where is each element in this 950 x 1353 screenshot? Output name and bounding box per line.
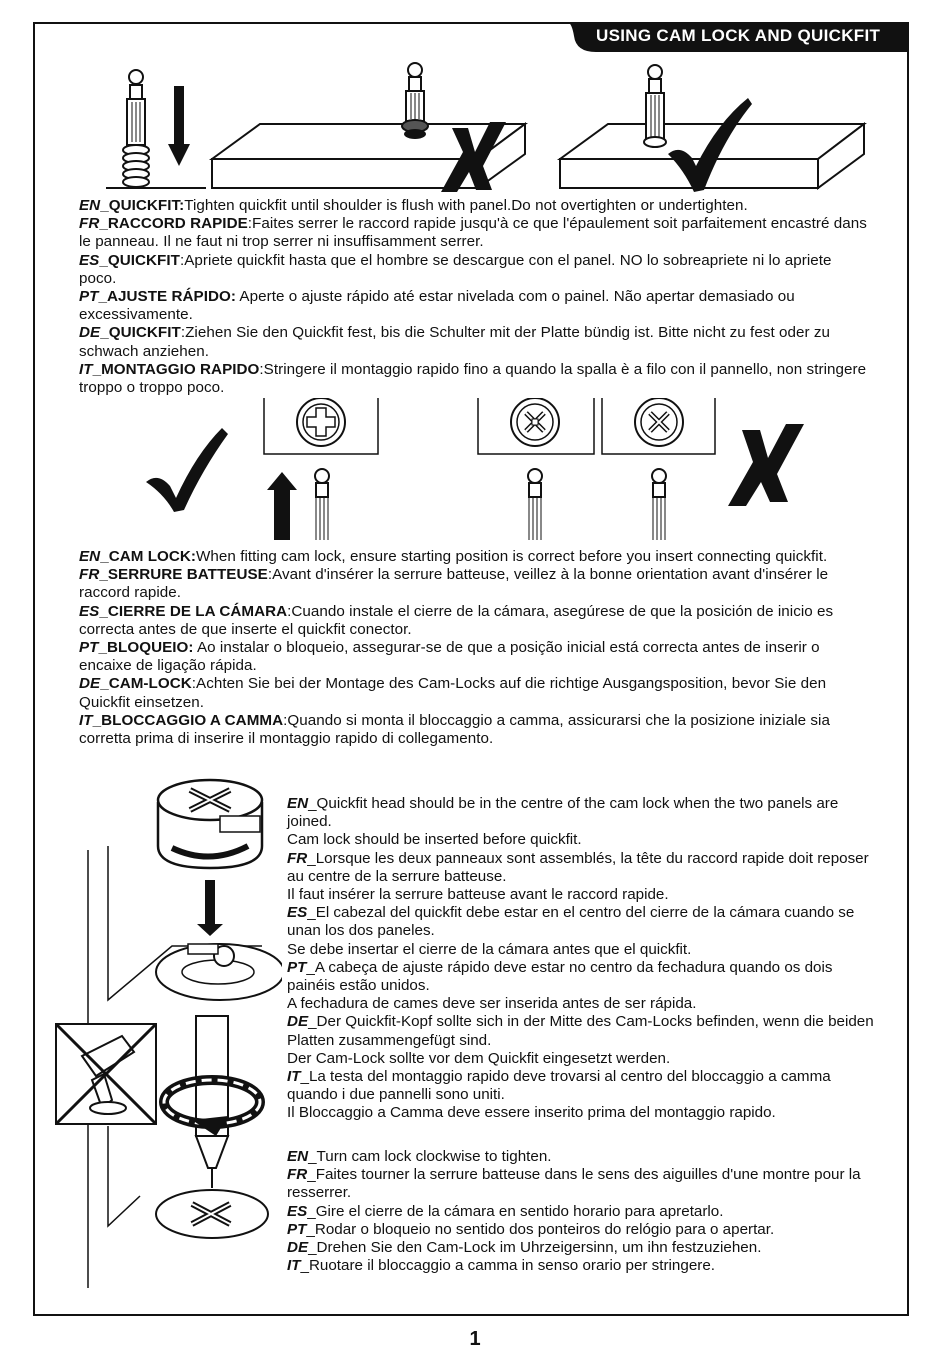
instruction-text: When fitting cam lock, ensure starting position is correct before you insert connecting quickfit.	[196, 548, 828, 565]
instruction-text: Aperte o ajuste rápido até estar nivelada com o painel. Não apertar demasiado ou excessivamente.	[79, 288, 795, 324]
instruction-heading: _MONTAGGIO RAPIDO	[92, 360, 260, 378]
instruction-text: Ao instalar o bloqueio, assegurar-se de que a posição inicial está correcta antes de inserir o encaixe de ligação rápida.	[79, 639, 820, 675]
lang-code: EN	[79, 548, 101, 565]
lang-code: PT	[79, 639, 99, 657]
instruction-line	[79, 361, 869, 397]
lang-code: ES	[79, 251, 100, 269]
down-arrow-icon	[168, 86, 190, 166]
instruction-note: Il Bloccaggio a Camma deve essere inserito prima del montaggio rapido.	[287, 1104, 776, 1122]
lang-code: DE	[79, 675, 101, 693]
instruction-text: :Ziehen Sie den Quickfit fest, bis die Schulter mit der Platte bündig ist. Bitte nicht zu fest oder zu schwach anziehen.	[79, 324, 831, 360]
instruction-text: _Rodar o bloqueio no sentido dos ponteiros do relógio para o apertar.	[306, 1220, 775, 1238]
instruction-line	[79, 324, 869, 360]
instruction-line	[79, 603, 869, 639]
instruction-line	[287, 1257, 877, 1275]
instruction-line	[79, 215, 869, 251]
lang-code: IT	[287, 1257, 301, 1275]
check-mark-icon	[146, 428, 228, 512]
lang-code: ES	[287, 1202, 308, 1220]
instruction-text: _Gire el cierre de la cámara en sentido horario para apretarlo.	[307, 1202, 724, 1220]
instruction-text: _A cabeça de ajuste rápido deve estar no centro da fechadura quando os dois painéis estão unidos.	[287, 958, 833, 995]
instruction-heading: _CIERRE DE LA CÁMARA	[99, 602, 288, 620]
instruction-line	[79, 197, 869, 215]
quickfit-depth-illustration	[100, 62, 870, 192]
quickfit-instructions	[79, 197, 869, 397]
lang-code: EN	[79, 197, 101, 214]
instruction-text: _Lorsque les deux panneaux sont assemblés, la tête du raccord rapide doit reposer au centre de la serrure batteuse.	[287, 849, 869, 885]
instruction-heading: _QUICKFIT	[100, 324, 181, 342]
instruction-line	[287, 795, 877, 831]
instruction-heading: _CAM LOCK:	[100, 548, 197, 565]
instruction-line	[79, 675, 869, 711]
lang-code: ES	[287, 904, 308, 922]
instruction-text: :Cuando instale el cierre de la cámara, asegúrese de que la posición de inicio es correcta antes de que inserte el quickfit conector.	[79, 602, 834, 638]
instruction-heading: _CAM-LOCK	[100, 675, 192, 693]
instruction-line	[287, 1166, 877, 1202]
instruction-text: _Faites tourner la serrure batteuse dans le sens des aiguilles d'une montre pour la resserrer.	[287, 1166, 861, 1202]
instruction-text: :Achten Sie bei der Montage des Cam-Locks auf die richtige Ausgangsposition, bevor Sie den Quickfit einsetzen.	[79, 675, 827, 711]
lang-code: FR	[287, 1166, 308, 1184]
instruction-line	[79, 548, 869, 566]
instruction-heading: _BLOCCAGGIO A CAMMA	[92, 711, 284, 729]
up-arrow-icon	[267, 472, 297, 540]
instruction-text: Tighten quickfit until shoulder is flush with panel.Do not overtighten or undertighten.	[184, 197, 748, 214]
lang-code: DE	[79, 324, 101, 342]
lang-code: IT	[79, 360, 93, 378]
instruction-line	[287, 1203, 877, 1221]
instruction-line	[79, 566, 869, 602]
instruction-line	[287, 1013, 877, 1049]
instruction-heading: _SERRURE BATTEUSE	[99, 566, 268, 584]
instruction-text: :Stringere il montaggio rapido fino a quando la spalla è a filo con il pannello, non stringere troppo o troppo poco.	[79, 360, 867, 397]
cam-lock-orientation-illustration	[140, 398, 820, 543]
instruction-line	[287, 959, 877, 995]
lang-code: EN	[287, 1148, 309, 1165]
instruction-line	[287, 850, 877, 886]
section-header	[568, 22, 909, 52]
cross-mark-icon	[728, 424, 804, 506]
page-number: 1	[469, 1328, 481, 1350]
instruction-heading: _QUICKFIT	[99, 251, 180, 269]
instruction-text: _La testa del montaggio rapido deve trovarsi al centro del bloccaggio a camma quando i due pannelli sono uniti.	[287, 1068, 831, 1104]
lang-code: IT	[79, 711, 93, 729]
lang-code: ES	[79, 602, 100, 620]
instruction-text: _Drehen Sie den Cam-Lock im Uhrzeigersinn, um ihn festzuziehen.	[308, 1239, 762, 1257]
instruction-text: _El cabezal del quickfit debe estar en el centro del cierre de la cámara cuando se unan los dos paneles.	[287, 904, 855, 940]
lang-code: PT	[287, 958, 307, 976]
instruction-text: _Ruotare il bloccaggio a camma in senso orario per stringere.	[300, 1257, 715, 1275]
instruction-text: _Turn cam lock clockwise to tighten.	[308, 1148, 552, 1165]
instruction-note: Der Cam-Lock sollte vor dem Quickfit eingesetzt werden.	[287, 1049, 671, 1067]
cam-lock-insertion-illustration	[52, 776, 282, 1296]
instruction-line	[287, 1068, 877, 1104]
instruction-line	[287, 1148, 877, 1166]
lang-code: IT	[287, 1068, 301, 1086]
lang-code: EN	[287, 795, 309, 812]
cam-lock-diagram	[158, 780, 262, 868]
instruction-line	[287, 904, 877, 940]
instruction-line	[79, 712, 869, 748]
lang-code: FR	[79, 566, 100, 584]
no-power-drill-sign	[56, 1024, 156, 1124]
lang-code: DE	[287, 1239, 309, 1257]
instruction-line	[79, 252, 869, 288]
instruction-note: Il faut insérer la serrure batteuse avant le raccord rapide.	[287, 886, 669, 904]
instruction-text: _Der Quickfit-Kopf sollte sich in der Mitte des Cam-Locks befinden, wenn die beiden Platten zusammengefügt sind.	[287, 1013, 874, 1049]
instruction-heading: _RACCORD RAPIDE	[99, 215, 248, 233]
turn-cam-lock-instructions	[287, 1148, 877, 1275]
section-title: USING CAM LOCK AND QUICKFIT	[596, 26, 881, 45]
down-arrow-icon	[197, 880, 223, 936]
quickfit-screw-diagram	[106, 70, 206, 188]
instruction-line	[79, 639, 869, 675]
instruction-text: :Avant d'insérer la serrure batteuse, veillez à la bonne orientation avant d'insérer le raccord rapide.	[79, 566, 829, 602]
quickfit-centre-instructions	[287, 795, 877, 1123]
instruction-line	[79, 288, 869, 324]
instruction-text: :Quando si monta il bloccaggio a camma, assicurarsi che la posizione iniziale sia corretta prima di inserire il montaggio rapido di collegamento.	[79, 711, 830, 748]
lang-code: DE	[287, 1013, 309, 1031]
instruction-heading: _QUICKFIT:	[100, 197, 185, 214]
lang-code: FR	[79, 215, 100, 233]
cam-lock-instructions	[79, 548, 869, 748]
lang-code: FR	[287, 849, 308, 867]
instruction-text: :Faites serrer le raccord rapide jusqu'à ce que l'épaulement soit parfaitement encastré dans le panneau. Il ne faut ni trop serrer ni insuffisamment serrer.	[79, 215, 867, 251]
panel-correct-diagram	[560, 65, 864, 192]
instruction-text: _Quickfit head should be in the centre of the cam lock when the two panels are joined.	[287, 795, 839, 831]
instruction-heading: _AJUSTE RÁPIDO:	[98, 288, 236, 306]
instruction-heading: _BLOQUEIO:	[98, 639, 194, 657]
instruction-line	[287, 1239, 877, 1257]
instruction-note: A fechadura de cames deve ser inserida antes de ser rápida.	[287, 995, 697, 1013]
lang-code: PT	[287, 1220, 307, 1238]
panel-wrong-diagram	[212, 63, 525, 192]
instruction-line	[287, 1221, 877, 1239]
instruction-note: Se debe insertar el cierre de la cámara antes que el quickfit.	[287, 940, 692, 958]
lang-code: PT	[79, 288, 99, 306]
instruction-text: :Apriete quickfit hasta que el hombre se descargue con el panel. NO lo sobreapriete ni lo apriete poco.	[79, 251, 832, 287]
instruction-note: Cam lock should be inserted before quickfit.	[287, 831, 582, 849]
